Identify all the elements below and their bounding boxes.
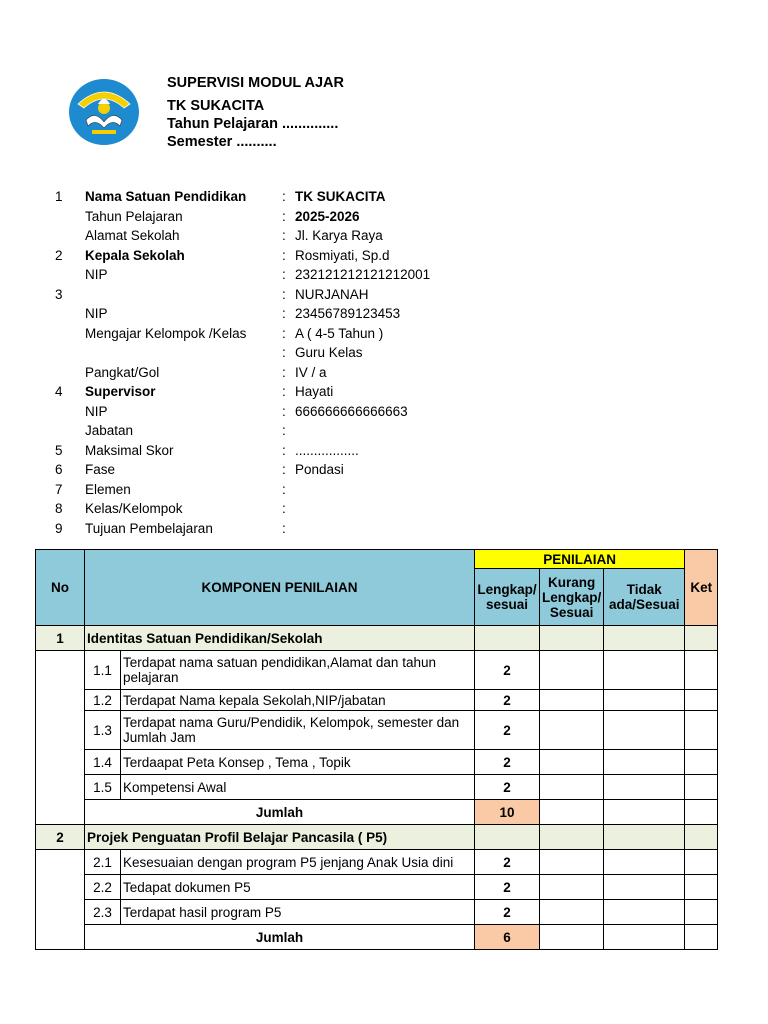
info-label: NIP	[85, 403, 108, 419]
info-value: 232121212121212001	[295, 267, 431, 282]
header-penilaian: PENILAIAN	[475, 550, 685, 569]
section-ket	[685, 825, 718, 850]
title-block	[167, 74, 344, 151]
info-value: A ( 4-5 Tahun )	[295, 325, 384, 341]
info-colon: :	[282, 384, 286, 399]
section-score-kurang	[540, 626, 604, 651]
header-komponen: KOMPONEN PENILAIAN	[85, 550, 475, 626]
item-description: Kesesuaian dengan program P5 jenjang Anak Usia dini	[121, 850, 475, 875]
item-score-tidak	[604, 775, 685, 800]
info-row	[0, 343, 768, 363]
table-row	[36, 690, 718, 711]
item-number: 1.2	[85, 690, 121, 711]
item-score-tidak	[604, 900, 685, 925]
info-colon: :	[282, 520, 286, 536]
info-row	[0, 226, 768, 246]
item-number: 1.1	[85, 651, 121, 690]
item-score-lengkap: 2	[475, 875, 540, 900]
section-title: Projek Penguatan Profil Belajar Pancasila ( P5)	[85, 825, 475, 850]
section-score-lengkap	[475, 626, 540, 651]
info-value: IV / a	[295, 364, 327, 380]
info-row	[0, 324, 768, 344]
total-ket	[685, 925, 718, 950]
info-row	[0, 265, 768, 285]
item-score-kurang	[540, 900, 604, 925]
info-colon: :	[282, 189, 286, 204]
item-score-tidak	[604, 651, 685, 690]
item-number: 1.3	[85, 711, 121, 750]
table-row	[36, 651, 718, 690]
info-value: Pondasi	[295, 462, 344, 477]
item-ket	[685, 651, 718, 690]
total-tidak	[604, 925, 685, 950]
item-ket	[685, 690, 718, 711]
info-row	[0, 480, 768, 500]
info-colon: :	[282, 501, 286, 516]
item-score-kurang	[540, 711, 604, 750]
table-row	[36, 850, 718, 875]
info-colon: :	[282, 481, 286, 497]
header-ket: Ket	[685, 550, 718, 626]
item-score-lengkap: 2	[475, 690, 540, 711]
info-colon: :	[282, 286, 286, 302]
item-ket	[685, 775, 718, 800]
info-number: 9	[55, 520, 63, 536]
section-score-tidak	[604, 626, 685, 651]
info-number: 8	[55, 501, 63, 516]
info-colon: :	[282, 345, 286, 360]
item-score-kurang	[540, 775, 604, 800]
item-number: 1.4	[85, 750, 121, 775]
item-description: Terdapat nama satuan pendidikan,Alamat dan tahun pelajaran	[121, 651, 475, 690]
info-value: 2025-2026	[295, 208, 360, 224]
total-value: 6	[475, 925, 540, 950]
total-label: Jumlah	[85, 925, 475, 950]
item-score-lengkap: 2	[475, 850, 540, 875]
info-row	[0, 285, 768, 305]
info-row	[0, 246, 768, 266]
section-score-tidak	[604, 825, 685, 850]
info-label: Supervisor	[85, 384, 156, 399]
section-number: 1	[36, 626, 85, 651]
total-ket	[685, 800, 718, 825]
info-number: 4	[55, 384, 63, 399]
info-label: Kelas/Kelompok	[85, 501, 183, 516]
info-colon: :	[282, 306, 286, 321]
info-value: 23456789123453	[295, 306, 401, 321]
document-title: SUPERVISI MODUL AJAR	[167, 75, 344, 91]
info-colon: :	[282, 267, 286, 282]
header-no: No	[36, 550, 85, 626]
info-label: Alamat Sekolah	[85, 228, 180, 243]
item-score-kurang	[540, 875, 604, 900]
item-score-lengkap: 2	[475, 711, 540, 750]
table-row	[36, 775, 718, 800]
total-label: Jumlah	[85, 800, 475, 825]
total-tidak	[604, 800, 685, 825]
item-score-tidak	[604, 750, 685, 775]
info-number: 5	[55, 442, 63, 458]
info-row	[0, 460, 768, 480]
item-description: Tedapat dokumen P5	[121, 875, 475, 900]
info-value: NURJANAH	[295, 286, 369, 302]
section-score-lengkap	[475, 825, 540, 850]
header-kurang: Kurang Lengkap/ Sesuai	[540, 569, 604, 626]
info-label: Kepala Sekolah	[85, 247, 185, 263]
total-row	[36, 925, 718, 950]
item-score-lengkap: 2	[475, 651, 540, 690]
item-number: 1.5	[85, 775, 121, 800]
info-label: Maksimal Skor	[85, 442, 174, 458]
info-colon: :	[282, 462, 286, 477]
info-value: Rosmiyati, Sp.d	[295, 247, 390, 263]
item-ket	[685, 875, 718, 900]
info-colon: :	[282, 442, 286, 458]
total-row	[36, 800, 718, 825]
info-label: Tahun Pelajaran	[85, 208, 183, 224]
info-row	[0, 187, 768, 207]
info-label: Elemen	[85, 481, 131, 497]
item-score-tidak	[604, 711, 685, 750]
info-label: NIP	[85, 306, 108, 321]
info-value: Guru Kelas	[295, 345, 363, 360]
total-kurang	[540, 800, 604, 825]
info-number: 6	[55, 462, 63, 477]
info-colon: :	[282, 325, 286, 341]
item-description: Kompetensi Awal	[121, 775, 475, 800]
item-score-tidak	[604, 875, 685, 900]
section-row	[36, 626, 718, 651]
info-label: Pangkat/Gol	[85, 364, 160, 380]
info-row	[0, 304, 768, 324]
total-value: 10	[475, 800, 540, 825]
item-description: Terdapat hasil program P5	[121, 900, 475, 925]
info-colon: :	[282, 403, 286, 419]
info-value: TK SUKACITA	[295, 189, 386, 204]
identity-info-list	[0, 187, 768, 538]
info-value: Hayati	[295, 384, 334, 399]
info-row	[0, 519, 768, 539]
info-number: 2	[55, 247, 63, 263]
section-ket	[685, 626, 718, 651]
tut-wuri-handayani-logo	[68, 78, 140, 146]
info-colon: :	[282, 228, 286, 243]
item-number: 2.3	[85, 900, 121, 925]
item-ket	[685, 850, 718, 875]
info-row	[0, 363, 768, 383]
item-ket	[685, 900, 718, 925]
table-row	[36, 750, 718, 775]
assessment-table	[35, 549, 718, 950]
item-description: Terdapat Nama kepala Sekolah,NIP/jabatan	[121, 690, 475, 711]
item-description: Terdapat nama Guru/Pendidik, Kelompok, semester dan Jumlah Jam	[121, 711, 475, 750]
item-score-lengkap: 2	[475, 775, 540, 800]
info-number: 1	[55, 189, 63, 204]
item-score-tidak	[604, 850, 685, 875]
no-spacer	[36, 651, 85, 825]
item-score-kurang	[540, 651, 604, 690]
info-row	[0, 441, 768, 461]
header-lengkap: Lengkap/ sesuai	[475, 569, 540, 626]
table-row	[36, 711, 718, 750]
semester-line: Semester ..........	[167, 134, 277, 150]
item-score-tidak	[604, 690, 685, 711]
item-ket	[685, 711, 718, 750]
item-score-lengkap: 2	[475, 900, 540, 925]
info-number: 3	[55, 286, 63, 302]
info-colon: :	[282, 208, 286, 224]
info-number: 7	[55, 481, 63, 497]
info-value: 666666666666663	[295, 403, 408, 419]
section-row	[36, 825, 718, 850]
item-score-lengkap: 2	[475, 750, 540, 775]
item-score-kurang	[540, 690, 604, 711]
section-number: 2	[36, 825, 85, 850]
item-description: Terdaapat Peta Konsep , Tema , Topik	[121, 750, 475, 775]
info-colon: :	[282, 364, 286, 380]
item-number: 2.2	[85, 875, 121, 900]
info-label: Mengajar Kelompok /Kelas	[85, 325, 247, 341]
item-score-kurang	[540, 750, 604, 775]
no-spacer	[36, 850, 85, 950]
table-row	[36, 875, 718, 900]
info-label: NIP	[85, 267, 108, 282]
info-value: .................	[295, 442, 359, 458]
info-label: Tujuan Pembelajaran	[85, 520, 213, 536]
info-label: Nama Satuan Pendidikan	[85, 189, 247, 204]
info-row	[0, 207, 768, 227]
info-row	[0, 402, 768, 422]
info-colon: :	[282, 247, 286, 263]
school-name: TK SUKACITA	[167, 98, 265, 114]
section-score-kurang	[540, 825, 604, 850]
year-line: Tahun Pelajaran ..............	[167, 116, 339, 132]
info-label: Jabatan	[85, 423, 134, 438]
info-colon: :	[282, 423, 286, 438]
table-row	[36, 900, 718, 925]
item-score-kurang	[540, 850, 604, 875]
item-number: 2.1	[85, 850, 121, 875]
info-label: Fase	[85, 462, 116, 477]
total-kurang	[540, 925, 604, 950]
section-title: Identitas Satuan Pendidikan/Sekolah	[85, 626, 475, 651]
info-row	[0, 499, 768, 519]
info-value: Jl. Karya Raya	[295, 228, 383, 243]
info-row	[0, 421, 768, 441]
info-row	[0, 382, 768, 402]
item-ket	[685, 750, 718, 775]
header-tidak: Tidak ada/Sesuai	[604, 569, 685, 626]
